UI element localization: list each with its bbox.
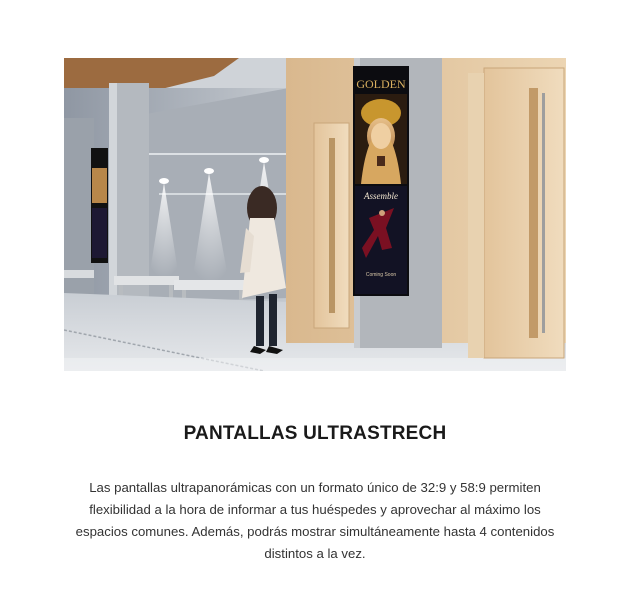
poster-footer: Coming Soon bbox=[365, 272, 397, 278]
hero-image bbox=[64, 58, 566, 371]
poster-title: GOLDEN bbox=[356, 77, 406, 91]
section-description: Las pantallas ultrapanorámicas con un formato único de 32:9 y 58:9 permiten flexibilidad a la hora de informar a tus huéspedes y aprovechar al máximo los espacios comunes. Además, podrás mostrar simultáneamente hasta 4 contenidos distintos a la vez. bbox=[75, 480, 555, 561]
poster-subtitle: Assemble bbox=[364, 191, 398, 201]
section-title: PANTALLAS ULTRASTRECH bbox=[183, 423, 447, 444]
